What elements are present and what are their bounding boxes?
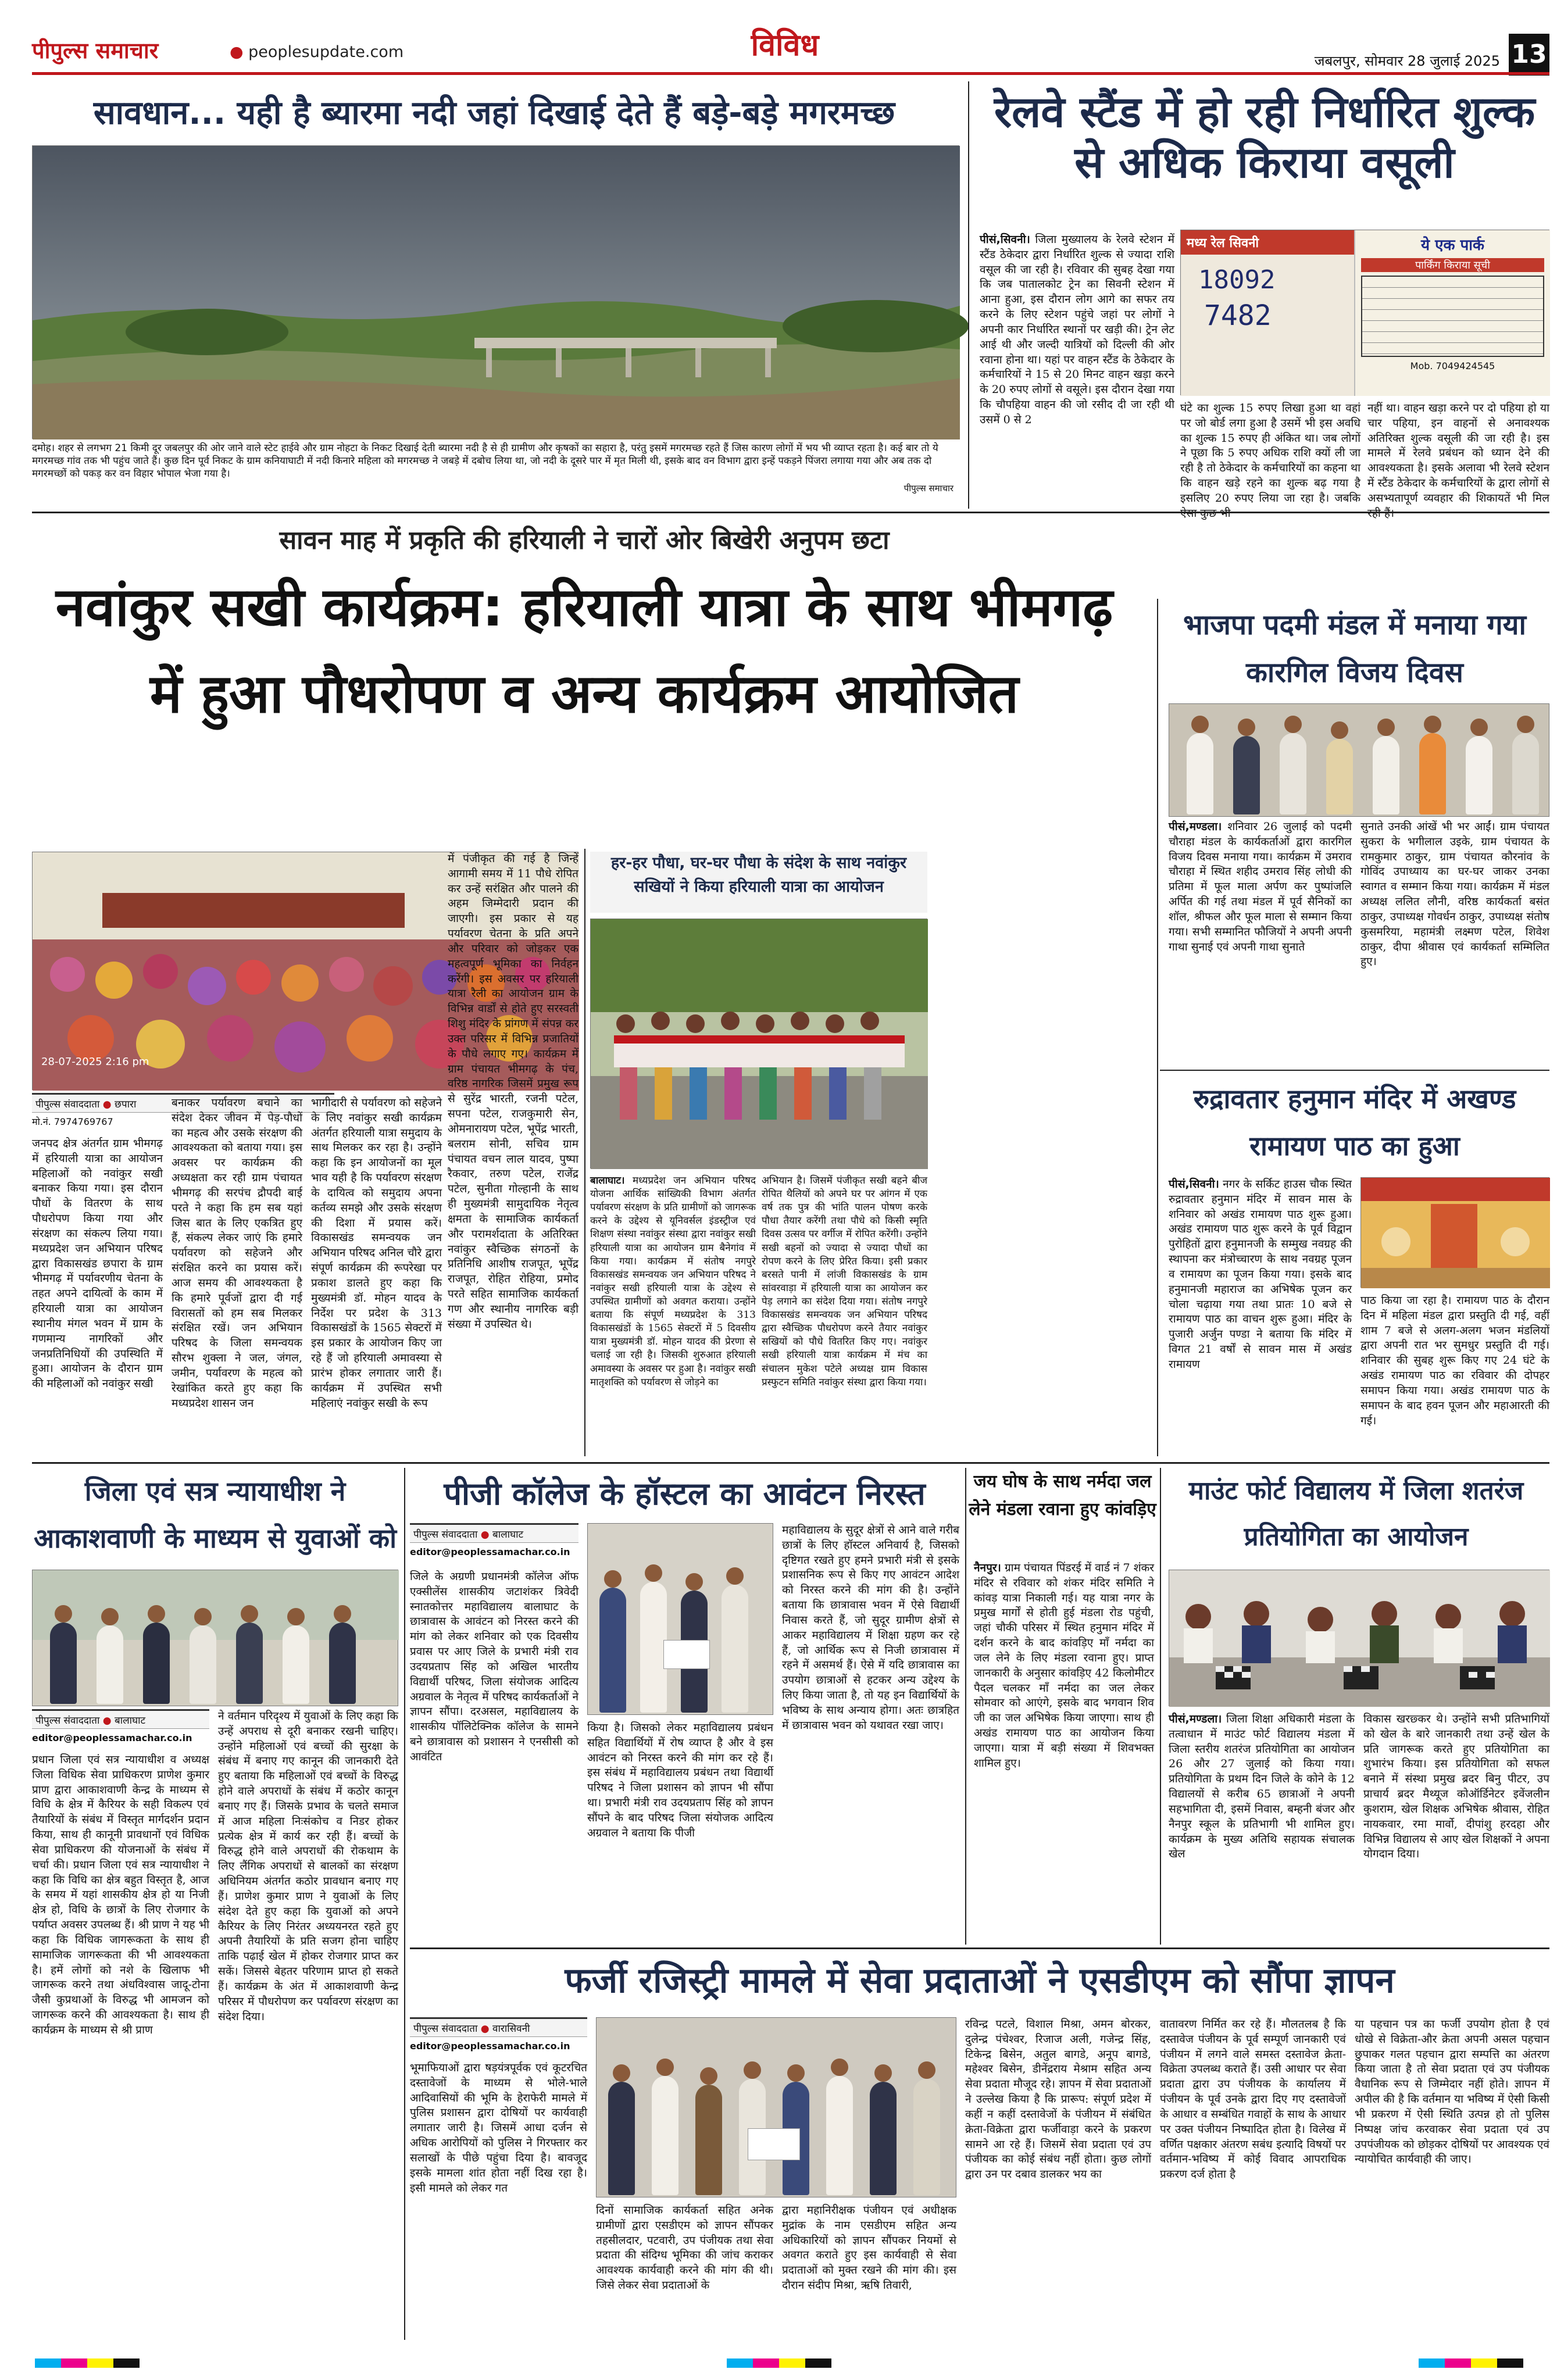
page-number: 13	[1511, 40, 1547, 69]
person-head	[1470, 719, 1488, 736]
chess-dateline: पीसं,मण्डला।	[1169, 1713, 1222, 1725]
person-figure	[143, 1623, 170, 1704]
person-figure	[1466, 736, 1492, 814]
crocodile-caption-text: दमोह। शहर से लगभग 21 किमी दूर जबलपुर की ओर जाने वाले स्टेट हाईवे और ग्राम नोहटा के निकट दिखाई देती ब्यारमा नदी है से ही ग्रामीण और कृषकों का सहारा है, परंतु इसमें मगरमच्छ रहते हैं जिस कारण लोगों में भय भी व्याप्त रहता है। कई बार तो ये मगरमच्छ गांव तक भी पहुंच जाते हैं। कुछ दिन पूर्व निकट के ग्राम कनियाघाटी में नदी किनारे महिला को मगरमच्छ ने जबड़े में दबोच लिया था, जो नदी के दूसरे पार में मृत मिली थी, इसके बाद वन विभाग द्वारा इन्हें पकड़ने पिंजरा लगाया गया और अब तक दो मगरमच्छों को पकड़ कर वन विहार भोपाल भेजा गया है।	[32, 442, 938, 480]
bjp-col-2-text: सुनाते उनकी आंखें भी भर आईं। ग्राम पंचायत सुकरा के भगीलाल उइके, ग्राम पंचायत के रामकुमार ठाकुर, ग्राम पंचायत कौरनांव के गोविंद उपाध्याय का घर-घर जाकर उनका स्वागत व सम्मान किया गया। कार्यक्रम में मंडल अध्यक्ष ललित लौनी, वरिष्ठ कार्यकर्ता बसंत ठाकुर, उपाध्यक्ष गोवर्धन ठाकुर, उपाध्यक्ष संतोष कुसमरिया, महामंत्री लक्ष्मण पटेल, शिवेश ठाकुर, दीपा श्रीवास एवं कार्यकर्ता सम्मिलित हुए।	[1360, 820, 1549, 969]
chess-tournament-photo	[1169, 1570, 1549, 1706]
person-head	[918, 2061, 935, 2079]
hanuman-col-1	[1169, 1177, 1352, 1456]
parking-board-photo	[1180, 230, 1549, 395]
hostel-headline	[410, 1471, 959, 1517]
chess-col-1	[1169, 1712, 1355, 1942]
person-figure	[599, 1588, 626, 1713]
person-figure	[283, 1625, 309, 1704]
person-head	[1331, 721, 1348, 739]
photo-timestamp-text: 28-07-2025 2:16 pm	[41, 1056, 149, 1068]
hostel-col-1-text: जिले के अग्रणी प्रधानमंत्री कॉलेज ऑफ एक्सीलेंस शासकीय जटाशंकर त्रिवेदी स्नातकोत्तर महाविद्यालय बालाघाट के छात्रावास के आवंटन को निरस्त करने की मांग को लेकर शनिवार को एक दिवसीय प्रवास पर आए जिले के प्रभारी मंत्री राव उदयप्रताप सिंह को अखिल भारतीय विद्यार्थी परिषद, जिला संयोजक आदित्य अग्रवाल के नेतृत्व में परिषद कार्यकर्ताओं ने ज्ञापन सौंपा। दरअसल, महाविद्यालय के शासकीय पॉलिटेक्निक कॉलेज के सामने बने छात्रावास को प्रशासन ने एनसीसी को आवंटित	[410, 1570, 578, 1763]
chess-col-2	[1363, 1712, 1549, 1942]
board-phone: Mob. 7049424545	[1410, 360, 1495, 371]
memorandum-paper	[663, 1640, 710, 1669]
divider-narmada	[1160, 1468, 1161, 1945]
divider-col-top	[968, 81, 969, 509]
hanuman-headline-text: रुद्रावतार हनुमान मंदिर में अखण्ड रामायण पाठ का हुआ	[1193, 1083, 1516, 1162]
hostel-email	[410, 1546, 578, 1561]
person-head	[685, 1573, 703, 1591]
hostel-memorandum-photo	[587, 1523, 773, 1715]
person-head	[744, 2061, 761, 2079]
crocodile-credit	[826, 483, 954, 496]
registry-col-5-text: वातावरण निर्मित कर रहे हैं। मौलतलब है कि दस्तावेज पंजीयन के पूर्व सम्पूर्ण जानकारी एवं पंजीयन में लगने वाले समस्त दस्तावेज क्रेता-विक्रेता उपलब्ध कराते हैं। उसी आधार पर सेवा प्रदाता द्वारा उप पंजीयक के कार्यालय में पंजीयन के पूर्व उनके द्वारा दिए गए दस्तावेजों के आधार व सम्बंधित गवाहों के साथ के आधार पर उक्त पंजीयन निष्पादित होता है। विलेख में वर्णित पक्षकार अंतरण सबंध इत्यादि विषयों पर वर्तमान-भविष्य में कोई विवाद आपराधिक प्रकरण दर्ज होता है	[1160, 2018, 1346, 2181]
crocodile-caption	[32, 442, 959, 489]
registry-email	[410, 2040, 587, 2056]
divider-navankur	[584, 849, 585, 1456]
mobile-text: मो.नं. 7974769767	[32, 1116, 113, 1127]
byline-name: पीपुल्स संवाददाता	[35, 1715, 100, 1727]
railway-headline-text: रेलवे स्टैंड में हो रही निर्धारित शुल्क से अधिक किराया वसूली	[994, 87, 1535, 188]
divider-bjp	[1160, 1070, 1549, 1071]
person-head	[287, 1608, 305, 1625]
cmyk-bar-left	[35, 2358, 140, 2368]
website-text: peoplesupdate.com	[248, 43, 404, 61]
person-head	[1284, 716, 1302, 733]
masthead-rule	[32, 72, 1549, 75]
hostel-col-2-text: किया है। जिसको लेकर महाविद्यालय प्रबंधन सहित विद्यार्थियों में रोष व्याप्त है और वे इस आवंटन को निरस्त करने की मांग कर रहे हैं। इस संबंध में महाविद्यालय प्रबंधन तथा विद्यार्थी परिषद ने जिला प्रशासन को ज्ञापन भी सौंपा था। प्रभारी मंत्री राव उदयप्रताप सिंह को ज्ञापन सौंपने के बाद परिषद जिला संयोजक आदित्य अग्रवाल ने बताया कि पीजी	[587, 1721, 773, 1839]
registry-col-4-text: रविन्द्र पटले, विशाल मिश्रा, अमन बोरकर, दुलेन्द्र पंचेश्वर, रिजाज अली, गजेन्द्र सिंह, टिकेन्द्र बिसेन, अतुल बागडे, अनूप बागडे, महेश्वर बिसेन, डीनेंद्रराय मेश्राम सहित अन्य सेवा प्रदाता मौजूद रहे। ज्ञापन में सेवा प्रदाताओं ने उल्लेख किया है कि प्रारूप: संपूर्ण प्रदेश में कहीं न कहीं दस्तावेजों के पंजीयन में संबंधित क्रेता-विक्रेता द्वारा फर्जीवाड़ा करने के प्रकरण सामने आ रहे हैं। जिसमें सेवा प्रदाता एवं उप पंजीयक का कोई संबंध नहीं होता। कुछ लोगों द्वारा उन पर दबाव डालकर भय का	[965, 2018, 1151, 2181]
person-figure	[1187, 733, 1213, 814]
judge-col-2	[218, 1709, 398, 2340]
person-figure	[608, 2082, 635, 2195]
crocodile-credit-text: पीपुल्स समाचार	[904, 483, 954, 494]
navankur-col-4	[448, 852, 578, 1456]
registry-col-1-text: भूमाफियाओं द्वारा षड़यंत्रपूर्वक एवं कूटरचित दस्तावेजों के माध्यम से भोले-भाले आदिवासियों की भूमि के हेराफेरी मामले में पुलिस प्रशासन द्वारा दोषियों पर कार्यवाही लगातार जारी है। जिसमें आधा दर्जन से अधिक आरोपियों को पुलिस ने गिरफ्तार कर सलाखों के पीछे पहुंचा दिया है। बावजूद इसके मामला शांत होता नहीं दिख रहा है। इसी मामले को लेकर गत	[410, 2061, 587, 2195]
river-landscape-image	[33, 146, 960, 439]
person-head	[241, 1605, 258, 1623]
person-head	[101, 1608, 119, 1625]
railway-col-3-text: नहीं था। वाहन खड़ा करने पर दो पहिया हो या चार पहिया, इन वाहनों से अनावश्यक अतिरिक्त शुल्क वसूली की जा रही है। इस मामले में रेलवे प्रबंधन को ध्यान देने की आवश्यकता है। इसके अलावा भी रेलवे स्टेशन में स्टैंड ठेकेदार के कर्मचारियों के द्वारा लोगों से असभ्यतापूर्ण व्यवहार की शिकायतें भी मिल	[1367, 402, 1549, 505]
parking-rate-board	[1355, 230, 1550, 396]
location-pin-icon: ●	[480, 1529, 490, 1541]
rally-image	[591, 919, 928, 1169]
registry-col-3-text: द्वारा महानिरीक्षक पंजीयन एवं अधीक्षक मुद्रांक के नाम एसडीएम सहित अन्य अधिकारियों को ज्ञापन सौंपकर नियमों से अवगत कराते हुए इस कार्यवाही से सेवा प्रदाताओं को मुक्त रखने की मांग की। इस दौरान संदीप मिश्रा, ऋषि तिवारी,	[782, 2204, 956, 2292]
railway-dateline: पीसं,सिवनी।	[980, 233, 1030, 246]
hostel-col-2	[587, 1721, 773, 1942]
person-figure	[1326, 739, 1353, 814]
person-head	[656, 2059, 674, 2076]
crocodile-headline-text: सावधान... यही है ब्यारमा नदी जहां दिखाई देते हैं बड़े-बड़े मगरमच्छ	[93, 94, 895, 132]
chess-col-2-text: विकास खरछ्कर थे। उन्होंने सभी प्रतिभागियों को खेल के बारे जानकारी तथा उन्हें खेल के प्रति जागरूक करते हुए प्रतियोगिता का शुभारंभ किया। इस प्रतियोगिता को सफल बनाने में संस्था प्रमुख ब्रदर बिनु पीटर, उप प्राचार्य ब्रदर मैथ्यूज कोऑर्डिनेटर इवेंजलीन कुशराम, खेल शिक्षक अभिषेक श्रीवास, रोहित नायकवार, रमा मार्वो, दीपांशु हरदहा और विभिन्न विद्यालय से आए खेल शिक्षकों ने अपना योगदान दिया।	[1363, 1713, 1549, 1861]
memorandum-paper	[748, 2128, 800, 2160]
person-figure	[652, 2076, 678, 2195]
page-dateline	[1238, 51, 1500, 69]
railway-col-2	[1180, 401, 1360, 503]
person-head	[726, 1567, 744, 1585]
hareyali-headline-text: हर-हर पौधा, घर-घर पौधा के संदेश के साथ नवांकुर सखियों ने किया हरियाली यात्रा का आयोजन	[610, 854, 907, 896]
registry-col-2-text: दिनों सामाजिक कार्यकर्ता सहित अनेक ग्रामीणों द्वारा एसडीएम को ज्ञापन सौंपकर तहसीलदार, पटवारी, उप पंजीयक तथा सेवा प्रदाता की संदिग्ध भूमिका की जांच कराकर आवश्यक कार्यवाही करने की मांग की थी। जिसे लेकर सेवा प्रदाताओं के	[596, 2204, 773, 2292]
person-head	[1238, 719, 1255, 736]
divider-judge	[404, 1468, 405, 2340]
registry-memorandum-photo	[596, 2017, 956, 2197]
photo-timestamp	[41, 1056, 216, 1073]
navankur-col-1	[32, 1137, 163, 1456]
bjp-headline-text: भाजपा पदमी मंडल में मनाया गया कारगिल विजय दिवस	[1183, 609, 1526, 689]
brand-logo	[32, 35, 224, 64]
person-head	[831, 2059, 848, 2076]
email-text: editor@peoplessamachar.co.in	[32, 1732, 192, 1743]
divider-row-1	[32, 512, 1549, 513]
narmada-col-1-text: ग्राम पंचायत पिंडरई में वार्ड नं 7 शंकर मंदिर से रविवार को शंकर मंदिर समिति ने कांवड़ यात्रा निकाली गई। यह यात्रा नगर के प्रमुख मार्गों से होती हुई मंडला रोड पहुंची, जहां चौकी परिसर में स्थित हनुमान मंदिर में दर्शन करने के बाद कांवड़िए माँ नर्मदा का जल लेने के लिए मंडला रवाना हुए। प्राप्त जानकारी के अनुसार कांवड़िए 42 किलोमीटर पैदल चलकर माँ नर्मदा का जल लेकर सोमवार को आएंगे, इसके बाद भगवान शिव जी का जल अभिषेक किया जाएगा। साथ ही अखंड रामायण पाठ का आयोजन किया जाएगा। यात्रा में बड़ी संख्या में शिवभक्त शामिल हुए।	[974, 1561, 1154, 1770]
hostel-col-1	[410, 1570, 578, 1942]
email-text: editor@peoplessamachar.co.in	[410, 1546, 570, 1557]
receipt-number: 18092	[1198, 265, 1276, 295]
person-figure	[236, 1623, 263, 1704]
judge-col-1-text: प्रधान जिला एवं सत्र न्यायाधीश व अध्यक्ष जिला विधिक सेवा प्राधिकरण प्राणेश कुमार प्राण द्वारा आकाशवाणी केन्द्र के माध्यम से विधि के क्षेत्र में कैरियर के सही विकल्प एवं तैयारियों के संबंध में विस्तृत मार्गदर्शन प्रदान किया, साथ ही कानूनी प्रावधानों एवं विधिक सेवा प्राधिकरण की योजनाओं के संबंध में चर्चा की। प्रधान जिला एवं सत्र न्यायाधीश ने कहा कि विधि का क्षेत्र बहुत विस्तृत है, आज के समय में यहां शासकीय क्षेत्र हो या निजी क्षेत्र हो, विधि के छात्रों के लिए रोजगार के पर्याप्त अवसर उपलब्ध हैं। श्री प्राण ने यह भी कहा कि विधिक जागरूकता के साथ ही सामाजिक जागरूकता की भी आवश्यकता है। हमें लोगों को नशे के खिलाफ भी जागरूक करने तथा अंधविश्वास जादू-टोना जैसी कुप्रथाओं के विरुद्ध भी आमजन को जागरूक करने की आवश्यकता है। साथ ही कार्यक्रम के माध्यम से श्री प्राण	[32, 1753, 209, 2036]
person-head	[1377, 719, 1395, 736]
hanuman-col-2-text: पाठ किया जा रहा है। रामायण पाठ के दौरान दिन में महिला मंडल द्वारा प्रस्तुति दी गई, वहीं शाम 7 बजे से अलग-अलग भजन मंडलियों द्वारा अपनी रात भर सुमधुर प्रस्तुति दी गई। शनिवार की सुबह शुरू किए गए 24 घंटे के अखंड रामायण पाठ का रविवार की दोपहर समापन किया गया। अखंड रामायण पाठ के समापन के बाद हवन पूजन और महाआरती की गई।	[1360, 1294, 1549, 1427]
narmada-headline-text: जय घोष के साथ नर्मदा जल लेने मंडला रवाना हुए कांवड़िए	[969, 1471, 1156, 1520]
cmyk-bar-right	[1419, 2358, 1523, 2368]
hanuman-temple-photo	[1360, 1177, 1549, 1288]
masthead	[0, 0, 1557, 67]
person-figure	[1233, 736, 1260, 814]
chess-col-1-text: जिला शिक्षा अधिकारी मंडला के तत्वाधान में माउंट फोर्ट विद्यालय मंडला में जिला स्तरीय शतरंज प्रतियोगिता का आयोजन 26 और 27 जुलाई को किया गया। प्रतियोगिता के प्रथम दिन जिले के कोने के 12 विद्यालयों से करीब 65 छात्राओं ने अपनी सहभागिता दी, इसमें निवास, बम्हनी बंजर और नैनपुर स्कूल के प्रतिभागी भी शामिल हुए। कार्यक्रम के मुख्य अतिथि सहायक संचालक खेल	[1169, 1713, 1355, 1861]
bjp-group-photo	[1169, 703, 1549, 817]
bjp-headline	[1160, 602, 1549, 701]
registry-col-2	[596, 2203, 773, 2340]
byline-place: बालाघाट	[492, 1529, 524, 1541]
person-head	[194, 1608, 212, 1625]
navankur-col-2	[172, 1096, 302, 1456]
person-figure	[826, 2076, 853, 2195]
person-figure	[1280, 733, 1306, 814]
board-rate-table	[1361, 276, 1544, 357]
person-figure	[695, 2085, 722, 2195]
hareyali-col-1	[590, 1174, 756, 1456]
byline-name: पीपुल्स संवाददाता	[35, 1099, 100, 1110]
email-text: editor@peoplessamachar.co.in	[410, 2040, 570, 2052]
hareyali-rally-photo	[590, 919, 927, 1168]
judge-group-photo	[32, 1570, 398, 1706]
section-title	[698, 23, 872, 67]
board-subtitle: पार्किंग किराया सूची	[1361, 258, 1544, 272]
location-pin-icon: ●	[480, 2023, 490, 2035]
bjp-col-2	[1360, 820, 1549, 1064]
bjp-col-1-text: शनिवार 26 जुलाई को पदमी चौराहा मंडल के कार्यकर्ताओं द्वारा कारगिल विजय दिवस मनाया गया। कार्यक्रम में उमराव चौराहा में स्थित शहीद उमराव सिंह लोधी की प्रतिमा में फूल माला अर्पण कर पुष्पांजलि अर्पित की गई तथा मंडल में पूर्व सैनिकों का शॉल, श्रीफल और फूल माला से सम्मान किया गया। सभी सम्मानित फौजियों ने अपनी अपनी गाथा सुनाई एवं अपनी गाथा सुनाते	[1169, 820, 1352, 953]
byline-place: वारासिवनी	[492, 2023, 530, 2035]
byline-name: पीपुल्स संवाददाता	[413, 2023, 478, 2035]
person-head	[645, 1564, 662, 1582]
person-head	[148, 1605, 165, 1623]
location-pin-icon: ●	[102, 1099, 112, 1110]
person-figure	[913, 2079, 940, 2195]
person-head	[613, 2064, 630, 2082]
person-head	[334, 1605, 351, 1623]
registry-col-3	[782, 2203, 956, 2340]
registry-col-4	[965, 2017, 1151, 2340]
registry-byline	[410, 2017, 587, 2037]
hostel-col-3-text: महाविद्यालय के सुदूर क्षेत्रों से आने वाले गरीब छात्रों के लिए हॉस्टल अनिवार्य है, जिसको दृष्टिगत रखते हुए हमने प्रभारी मंत्री से इसके प्रशासनिक रूप से किए गए आवंटन आदेश को निरस्त करने की मांग की है। उन्होंने बताया कि छात्रावास भवन में ऐसे विद्यार्थी निवास करते हैं, जो सुदूर ग्रामीण क्षेत्रों से आकर महाविद्यालय में शिक्षा ग्रहण कर रहे हैं, जो आर्थिक रूप से निजी छात्रावास में रहने में असमर्थ हैं। ऐसे में यदि छात्रावास का उपयोग छात्राओं से हटकर अन्य उद्देश्य के लिए किया जाता है, तो यह इन विद्यार्थियों के भविष्य के साथ अन्याय होगा। अतः छात्रहित में छात्रावास भवन को यथावत रखा जाए।	[782, 1524, 959, 1732]
navankur-col-3	[311, 1096, 442, 1456]
board-title: ये एक पार्क	[1421, 237, 1484, 254]
navankur-kicker-text: सावन माह में प्रकृति की हरियाली ने चारों ओर बिखेरी अनुपम छटा	[279, 526, 890, 555]
person-figure	[329, 1623, 356, 1704]
person-head	[1191, 716, 1209, 733]
person-figure	[870, 2082, 897, 2195]
website-label	[230, 43, 427, 66]
chess-image	[1169, 1570, 1550, 1707]
divider-row-2	[32, 1462, 1549, 1464]
person-head	[1424, 716, 1441, 733]
byline-place: छपारा	[115, 1099, 137, 1110]
chess-headline	[1163, 1468, 1549, 1567]
hanuman-col-1-text: नगर के सर्किट हाउस चौक स्थित रुद्रावतार हनुमान मंदिर में सावन मास के शनिवार को अखंड रामायण पाठ शुरू हुआ। अखंड रामायण पाठ शुरू करने के पूर्व विद्वान पुरोहितों द्वारा हनुमानजी के सम्मुख नवग्रह की स्थापना कर मंत्रोच्चारण के साथ नवग्रह पूजन व रामायण का पूजन किया गया। इसके बाद हनुमानजी महाराज का अभिषेक पूजन कर चोला चढ़ाया गया तथा प्रातः 10 बजे से रामायण पाठ का वाचन शुरू हुआ। मंदिर के पुजारी अर्जुन पण्डा ने बताया कि मंदिर में विगत 21 वर्षों से सावन मास में अखंड रामायण	[1169, 1178, 1352, 1371]
print-registration-marks	[0, 2352, 1557, 2375]
hanuman-headline	[1160, 1075, 1549, 1174]
navankur-kicker	[32, 520, 1137, 561]
receipt-header: मध्य रेल सिवनी	[1181, 230, 1354, 255]
hanuman-dateline: पीसं,सिवनी।	[1169, 1178, 1219, 1191]
railway-headline	[980, 87, 1549, 227]
person-figure	[1512, 733, 1539, 814]
person-figure	[50, 1623, 77, 1704]
person-head	[700, 2067, 717, 2085]
judge-byline	[32, 1709, 209, 1729]
hostel-headline-text: पीजी कॉलेज के हॉस्टल का आवंटन निरस्त	[444, 1475, 926, 1512]
railway-col-1-text: जिला मुख्यालय के रेलवे स्टेशन में स्टैंड ठेकेदार द्वारा निर्धारित शुल्क से ज्यादा राशि वसूल की जा रही है। रविवार की सुबह देखा गया कि जब पातालकोट ट्रेन का सिवनी स्टेशन में आना हुआ, इस दौरान लोग आगे का सफर तय करने के लिए स्टेशन पहुंचे जहां पर लोगों ने अपनी कार निर्धारित स्थानों पर खड़ी की। ट्रेन लेट आई थी और जल्दी यात्रियों को दिल्ली की ओर रवाना होना था। यहां पर वाहन स्टैंड के ठेकेदार के कर्मचारियों ने 15 से 20 मिनट वाहन खड़ा करने के 20 रुपए लोगों से वसूले। इस दौरान देखा गया कि चौपहिया वाहन की जो रसीद दी जा रही थी उसमें 0 से 2	[980, 233, 1174, 426]
registry-col-1	[410, 2061, 587, 2340]
hareyali-col-2-text: अभियान है। जिसमें पंजीकृत सखी बहने बीज रोपित थैलियों को अपने घर पर आंगन में एक वर्ष तक पुत्र की भांति पालन पोषण करके पौधा तैयार करेंगी तथा पौधे को किसी स्मृति दिवस उत्सव पर वर्गीज में रोपित करेंगी। उन्होंने सखी बहनों को ज्यादा से ज्यादा पौधों का रोपण करने के लिए प्रेरित किया। इसी प्रकार बरसते पानी में लांजी विकासखंड के ग्राम सांवरवाड़ा में हरियाली यात्रा का आयोजन कर पेड़ लगाने का संदेश दिया गया। संतोष नगपुरे विकासखंड समन्वयक जन अभियान परिषद द्वारा स्वैच्छिक पौधरोपण करने तैयार नवांकुर सखियों को पौधे वितरित किए गए। नवांकुर सखी हरियाली यात्रा कार्यक्रम में मंच का संचालन मुकेश पटेले अध्यक्ष ग्राम विकास प्रस्फुटन समिति नवांकुर संस्था द्वारा किया गया।	[762, 1175, 927, 1388]
registry-col-6-text: या पहचान पत्र का फर्जी उपयोग होता है एवं धोखे से विक्रेता-और क्रेता अपनी असल पहचान छुपाकर गलत पहचान द्वारा सम्पत्ति का अंतरण किया जाता है तो सेवा प्रदाता एवं उप पंजीयक वैधानिक रूप से जिम्मेदार नहीं होते। ज्ञापन में अपील की है कि वर्तमान या भविष्य में ऐसी किसी भी प्रकरण में ऐसी स्थिति उत्पन्न हो तो पुलिस निष्पक्ष जांच करवाकर सेवा प्रदाता एवं उप उपपंजीयक को छोड़कर दोषियों पर आवश्यक एवं न्यायोचित कार्यवाही की जाए।	[1355, 2018, 1549, 2166]
section-name: विविध	[751, 28, 819, 63]
narmada-dateline: नैनपुर।	[974, 1561, 1001, 1574]
person-head	[874, 2064, 892, 2082]
byline-name: पीपुल्स संवाददाता	[413, 1529, 478, 1541]
page-number-badge	[1509, 34, 1549, 76]
person-figure	[190, 1625, 216, 1704]
navankur-col-2-text: बनाकर पर्यावरण बचाने का संदेश देकर जीवन में पेड़-पौधों का महत्व और उसके संरक्षण की आवश्यकता को बताया गया। इस अवसर पर कार्यक्रम की अध्यक्षता कर रही ग्राम पंचायत भीमगढ़ की सरपंच द्रौपदी बाई परते ने कहा कि हम सब यहां जिस बात के लिए एकत्रित हुए हैं, संकल्प लेकर जाएं कि हमारे पर्यावरण को सहेजने और संरक्षित करने का प्रयास करें। आज समय की आवश्यकता है कि हमारे पूर्वजों द्वारा दी गई विरासतों को हम सब मिलकर संरक्षित रखें। जन अभियान परिषद के जिला समन्वयक सौरभ शुक्ला ने जल, जंगल, जमीन, पर्यावरण के महत्व को रेखांकित करते हुए कहा कि मध्यप्रदेश शासन जन	[172, 1096, 302, 1410]
registry-col-6	[1355, 2017, 1549, 2340]
railway-col-2-text: घंटे का शुल्क 15 रुपए लिखा हुआ था वहां पर जो बोर्ड लगा हुआ है उसमें भी इस अवधि का शुल्क 15 रुपए ही अंकित था। जब लोगों ने पूछा कि 5 रुपए अधिक राशि क्यों ली जा रही है तो ठेकेदार के कर्मचारियों का कहना था कि वाहन खड़े रहने का शुल्क बढ़ गया है इसलिए 20 रुपए लिया जा रहा है। जबकि	[1180, 402, 1360, 505]
receipt-amount: 7482	[1204, 299, 1272, 332]
person-head	[55, 1605, 72, 1623]
hareyali-headline	[590, 852, 927, 913]
registry-headline-text: फर्जी रजिस्ट्री मामले में सेवा प्रदाताओं ने एसडीएम को सौंपा ज्ञापन	[565, 1960, 1395, 2001]
navankur-col-4-text: में पंजीकृत की गई है जिन्हें आगामी समय में 11 पौधे रोपित कर उन्हें सरंक्षित और पालने की अहम जिम्मेदारी प्रदान की जाएगी। इस प्रकार से यह पर्यावरण चेतना के प्रति अपने और परिवार को जोड़कर एक महत्वपूर्ण भूमिका का निर्वहन करेंगी। इस अवसर पर हरियाली यात्रा रैली का आयोजन ग्राम के विभिन्न वार्डों से होते हुए सरस्वती शिशु मंदिर के प्रांगण में संपन्न कर उक्त परिसर में विभिन्न प्रजातियों के पौधे लगाए गए। कार्यक्रम में ग्राम पंचायत भीमगढ़ के पंच, वरिष्ठ नागरिक जिसमें प्रमुख रूप से सुरेंद्र भारती, रजनी पटेल, सपना पटेल, राजकुमारी सेन, ओमनारायण पटेल, भूपेंद्र भारती, बलराम सोनी, सचिव ग्राम पंचायत वचन लाल यादव, पुष्पा रैकवार, तरुण पटेल, राजेंद्र पटेल, सुनीता गोल्हानी के साथ ही मुख्यमंत्री सामुदायिक नेतृत्व क्षमता के सामाजिक कार्यकर्ता और परामर्शदाता के अतिरिक्त नवांकुर स्वैच्छिक संगठनों के प्रतिनिधि आशीष राजपूत, भूपेंद्र राजपूत, रोहित रोहिया, प्रमोद परते सहित सामाजिक कार्यकर्ता गण और स्थानीय नागरिक बड़ी संख्या में उपस्थित थे।	[448, 852, 578, 1331]
person-figure	[1373, 736, 1399, 814]
temple-image	[1361, 1178, 1550, 1288]
hareyali-col-2	[762, 1174, 927, 1456]
river-landscape-photo	[32, 145, 959, 439]
crocodile-headline	[32, 87, 956, 140]
dateline-text: जबलपुर, सोमवार 28 जुलाई 2025	[1314, 53, 1500, 69]
hareyali-col-1-text: मध्यप्रदेश जन अभियान परिषद योजना आर्थिक सांख्यिकी विभाग अंतर्गत पर्यावरण संरक्षण के प्रति ग्रामीणों को जागरूक करने के उद्देश्य से यूनिवर्सल इंडस्ट्रीज एवं शिक्षण संस्था नवांकुर संस्था द्वारा नवांकुर सखी हरियाली यात्रा का आयोजन ग्राम बैनेगांव में किया गया। कार्यक्रम में संतोष नगपुरे विकासखंड समन्वयक जन अभियान परिषद ने नवांकुर सखी हरियाली यात्रा के उद्देश्य से उपस्थित ग्रामीणों को अवगत कराया। उन्होंने बताया कि संपूर्ण मध्यप्रदेश के 313 विकासखंडों के 1565 सेक्टरों में 5 दिवसीय यात्रा मुख्यमंत्री डॉ. मोहन यादव की प्रेरणा से चलाई जा रही है। जिसकी शुरुआत हरियाली अमावस्या के अवसर पर हुआ है। नवांकुर सखी मातृशक्ति को पर्यावरण से जोड़ने का	[590, 1175, 756, 1388]
navankur-headline	[32, 564, 1137, 814]
location-pin-icon: ●	[102, 1715, 112, 1727]
person-head	[787, 2064, 805, 2082]
person-figure	[97, 1625, 123, 1704]
divider-row-3	[410, 1947, 1549, 1949]
navankur-col-3-text: भागीदारी से पर्यावरण को सहेजने के लिए नवांकुर सखी कार्यक्रम अंतर्गत हरियाली यात्रा समुदाय के साथ मिलकर कर रहा है। उन्होंने कहा कि इन आयोजनों का मूल भाव यही है कि पर्यावरण संरक्षण के दायित्व को समुदाय अपना कर्तव्य समझे और उसके संरक्षण की दिशा में प्रयास करें। विकासखंड समन्वयक जन अभियान परिषद अनिल चौरे द्वारा संपूर्ण कार्यक्रम की रूपरेखा पर प्रकाश डालते हुए कहा कि मुख्यमंत्री डॉ. मोहन यादव के निर्देश पर प्रदेश के 313 विकासखंडों के 1565 सेक्टरों में इस प्रकार के आयोजन किए जा रहे हैं जो हरियाली अमावस्या से प्रारंभ होकर लगातार जारी हैं। कार्यक्रम में उपस्थित सभी महिलाएं नवांकुर सखी के रूप	[311, 1096, 442, 1410]
registry-headline	[410, 1953, 1549, 2009]
person-head	[1517, 716, 1534, 733]
judge-col-2-text: ने वर्तमान परिदृश्य में युवाओं के लिए कहा कि उन्हें अपराध से दूरी बनाकर रखनी चाहिए। उन्होंने महिलाओं एवं बच्चों की सुरक्षा के संबंध में बनाए गए कानून की जानकारी देते हुए बताया कि महिलाओं एवं बच्चों के विरुद्ध होने वाले अपराधों के संबंध में कठोर कानून बनाए गए हैं। जिसके प्रभाव के चलते समाज में आज महिला निःसंकोच व निडर होकर प्रत्येक क्षेत्र में कार्य कर रही हैं। बच्चों के विरुद्ध होने वाले अपराधों की रोकथाम के लिए लैंगिक अपराधों से बालकों का संरक्षण अधिनियम अंतर्गत कठोर प्रावधान बनाए गए हैं। प्राणेश कुमार प्राण ने युवाओं के लिए संदेश देते हुए कहा कि युवाओं को अपने कैरियर के लिए निरंतर अध्ययनरत रहते हुए अपनी तैयारियों के प्रति सजग होना चाहिए ताकि पढ़ाई खेल में होकर रोजगार प्राप्त कर सकें। जिससे बेहतर परिणाम प्राप्त हो सकते हैं। कार्यक्रम के अंत में आकाशवाणी केन्द्र परिसर में पौधरोपण कर पर्यावरण संरक्षण का संदेश दिया।	[218, 1710, 398, 2023]
hostel-byline	[410, 1523, 578, 1543]
navankur-col-1-text: जनपद क्षेत्र अंतर्गत ग्राम भीमगढ़ में हरियाली यात्रा का आयोजन महिलाओं को नवांकुर सखी बनाकर किया गया। इस दौरान पौधों के वितरण के साथ पौधरोपण किया गया और संरक्षण का संकल्प लिया गया। मध्यप्रदेश जन अभियान परिषद द्वारा विकासखंड छपारा के ग्राम भीमगढ़ में पर्यावरणीय चेतना के तहत अपने दायित्वों के काम में हरियाली यात्रा का आयोजन स्थानीय मंगल भवन में ग्राम के गणमान्य नागरिकों और जनप्रतिनिधियों की उपस्थिति में हुआ। आयोजन के दौरान ग्राम की महिलाओं को नवांकुर सखी	[32, 1137, 163, 1391]
brand-name: पीपुल्स समाचार	[32, 38, 159, 63]
person-figure	[1419, 733, 1446, 814]
chess-headline-text: माउंट फोर्ट विद्यालय में जिला शतरंज प्रतियोगिता का आयोजन	[1188, 1476, 1524, 1552]
parking-receipt	[1181, 230, 1355, 396]
globe-icon: ●	[230, 43, 249, 61]
divider-hostel	[965, 1468, 966, 1945]
judge-col-1	[32, 1753, 209, 2340]
hareyali-dateline: बालाघाट।	[590, 1175, 625, 1187]
narmada-headline	[968, 1468, 1157, 1558]
judge-email	[32, 1732, 209, 1748]
hostel-col-3	[782, 1523, 959, 1942]
navankur-headline-text: नवांकुर सखी कार्यक्रम: हरियाली यात्रा के साथ भीमगढ़ में हुआ पौधरोपण व अन्य कार्यक्रम आयोजित	[55, 576, 1113, 726]
narmada-col-1	[974, 1561, 1154, 1942]
person-figure	[722, 1585, 748, 1713]
railway-col-3	[1367, 401, 1549, 503]
railway-col-1	[980, 233, 1174, 503]
bjp-dateline: पीसं,मण्डला।	[1169, 820, 1222, 833]
registry-col-5	[1160, 2017, 1346, 2340]
byline-place: बालाघाट	[115, 1715, 146, 1727]
divider-col-mid	[1157, 599, 1158, 1456]
cmyk-bar-center	[727, 2358, 831, 2368]
judge-headline	[32, 1468, 398, 1567]
judge-headline-text: जिला एवं सत्र न्यायाधीश ने आकाशवाणी के माध्यम से युवाओं को	[33, 1475, 397, 1554]
bjp-col-1	[1169, 820, 1352, 1064]
hanuman-col-2	[1360, 1293, 1549, 1456]
person-head	[604, 1570, 622, 1588]
